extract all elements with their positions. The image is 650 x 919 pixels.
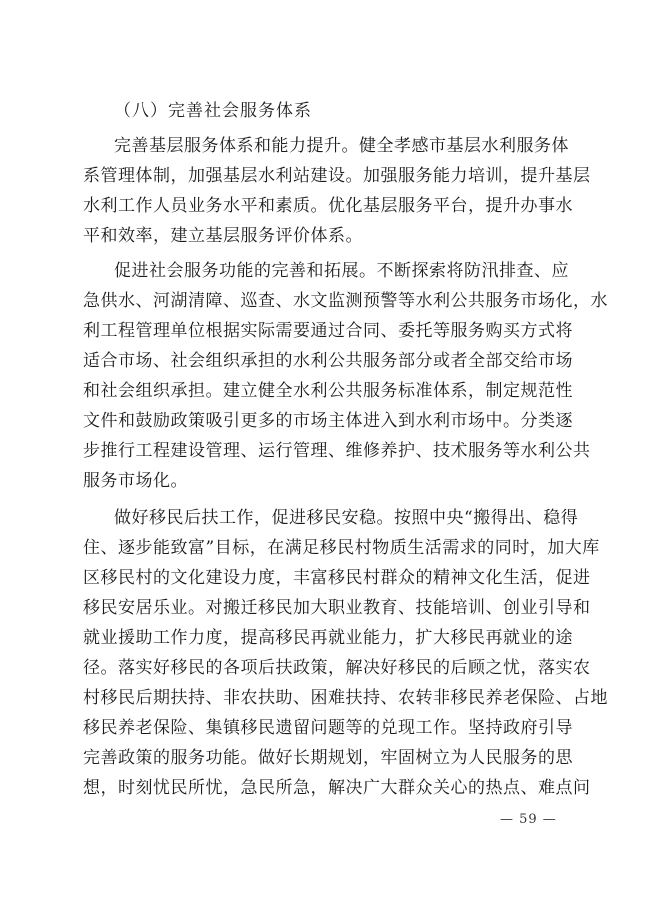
- paragraph-line: 促进社会服务功能的完善和拓展。不断探索将防汛排查、应: [114, 261, 569, 281]
- paragraph-line: 急供水、河湖清障、巡查、水文监测预警等水利公共服务市场化，水: [83, 291, 608, 311]
- paragraph-line: 径。落实好移民的各项后扶政策，解决好移民的后顾之忧，落实农: [83, 658, 591, 678]
- paragraph-line: 完善政策的服务功能。做好长期规划，牢固树立为人民服务的思: [83, 748, 573, 768]
- paragraph-line: 完善基层服务体系和能力提升。健全孝感市基层水利服务体: [114, 136, 569, 156]
- paragraph-line: 村移民后期扶持、非农扶助、困难扶持、农转非移民养老保险、占地: [83, 688, 608, 708]
- paragraph-line: 移民养老保险、集镇移民遗留问题等的兑现工作。坚持政府引导: [83, 718, 573, 738]
- paragraph-line: 和社会组织承担。建立健全水利公共服务标准体系，制定规范性: [83, 381, 573, 401]
- page-number: — 59 —: [500, 812, 557, 827]
- paragraph-line: 移民安居乐业。对搬迁移民加大职业教育、技能培训、创业引导和: [83, 598, 591, 618]
- paragraph-line: 平和效率，建立基层服务评价体系。: [83, 226, 363, 246]
- paragraph-line: 步推行工程建设管理、运行管理、维修养护、技术服务等水利公共: [83, 441, 591, 461]
- paragraph-line: 服务市场化。: [83, 471, 188, 491]
- paragraph-line: 适合市场、社会组织承担的水利公共服务部分或者全部交给市场: [83, 351, 573, 371]
- paragraph-line: 区移民村的文化建设力度，丰富移民村群众的精神文化生活，促进: [83, 568, 591, 588]
- paragraph-line: 做好移民后扶工作，促进移民安稳。按照中央“搬得出、稳得: [114, 508, 579, 528]
- paragraph-line: 就业援助工作力度，提高移民再就业能力，扩大移民再就业的途: [83, 628, 573, 648]
- paragraph-line: 利工程管理单位根据实际需要通过合同、委托等服务购买方式将: [83, 321, 573, 341]
- paragraph-line: 系管理体制，加强基层水利站建设。加强服务能力培训，提升基层: [83, 166, 591, 186]
- paragraph-line: 住、逐步能致富”目标，在满足移民村物质生活需求的同时，加大库: [83, 538, 600, 558]
- paragraph-line: 水利工作人员业务水平和素质。优化基层服务平台，提升办事水: [83, 196, 573, 216]
- section-heading: （八）完善社会服务体系: [114, 101, 312, 121]
- paragraph-line: 文件和鼓励政策吸引更多的市场主体进入到水利市场中。分类逐: [83, 411, 573, 431]
- paragraph-line: 想，时刻忧民所忧，急民所急，解决广大群众关心的热点、难点问: [83, 778, 591, 798]
